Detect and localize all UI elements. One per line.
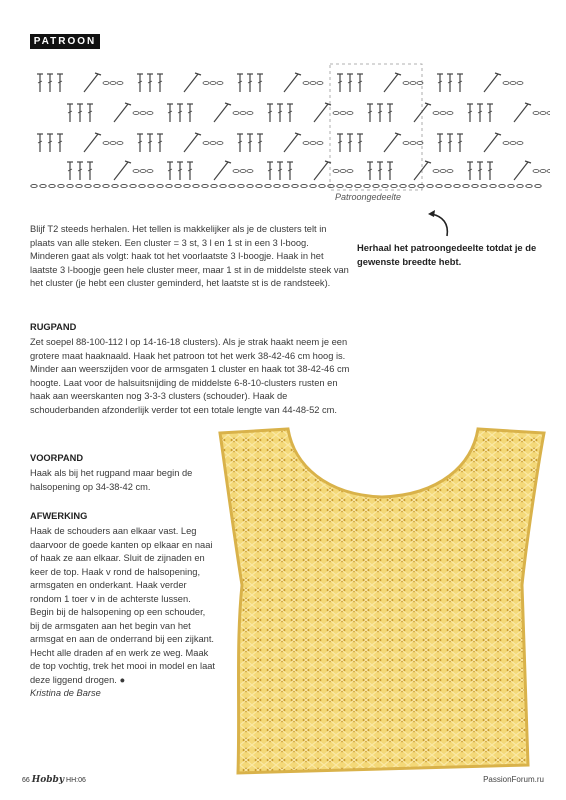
afwerking-block [30,525,215,701]
afwerking-heading: AFWERKING [30,511,88,521]
end-bullet-icon: ● [119,674,126,685]
rugpand-heading: RUGPAND [30,322,77,332]
intro-text: Blijf T2 steeds herhalen. Het tellen is makkelijker als je de clusters telt in plaats van alle steken. Een cluster = 3 st, 3 l en 1 st in een 3 l-boog. Minderen gaat als volgt: haak tot het voorlaatste 3 l-boogje. Haak in het laatste 3 l-boogje geen hele cluster meer, maar 1 st in de middelste steek van het cluster (je hebt een cluster geminderd, het laatste st is de randsteek). [30,224,349,288]
callout-note: Herhaal het patroongedeelte totdat je de gewenste breedte hebt. [357,242,537,267]
afwerking-text: Haak de schouders aan elkaar vast. Leg daarvoor de goede kanten op elkaar en naai of haak ze aan elkaar. Sluit de zijnaden en keer de top. Haak v rond de halsopening, armsgaten en onderkant. Haak verder rondom 1 toer v in de achterste lussen. Begin bij de halsopening op een schouder, bij de armsgaten aan het begin van het armsgat en aan de onderrand bij een zijkant. Hecht alle draden af en werk ze weg. Maak de top vochtig, trek het mooi in model en laat deze liggend drogen. [30,526,216,685]
magazine-logo: Hobby [31,775,65,785]
author-name: Kristina de Barse [30,688,101,698]
voorpand-text: Haak als bij het rugpand maar begin de halsopening op 34-38-42 cm. [30,468,193,492]
voorpand-heading: VOORPAND [30,453,84,463]
crochet-top-photo [216,425,551,780]
watermark: PassionForum.ru [483,775,544,784]
crochet-chart [30,62,550,194]
page-number: 66 [22,777,30,784]
page-footer [22,775,86,785]
chart-caption: Patroongedeelte [335,192,402,202]
rugpand-text: Zet soepel 88-100-112 l op 14-16-18 clusters). Als je strak haakt neem je een grotere maat haaknaald. Haak het patroon tot het werk 38-42-46 cm hoog is. Minder aan weerszijden voor de armsgaten 1 cluster en haak tot 38-42-46 cm hoogte. Laat voor de halsuitsnijding de middelste 6-8-10-clusters rusten en haak aan weerskanten nog 3-3-3 clusters (schouder). Haak de schouderbanden afzonderlijk verder tot een totale lengte van 44-48-52 cm. [30,337,350,415]
curved-arrow-icon [425,208,451,238]
section-label: PATROON [30,34,100,49]
issue-code: HH:06 [66,777,86,784]
